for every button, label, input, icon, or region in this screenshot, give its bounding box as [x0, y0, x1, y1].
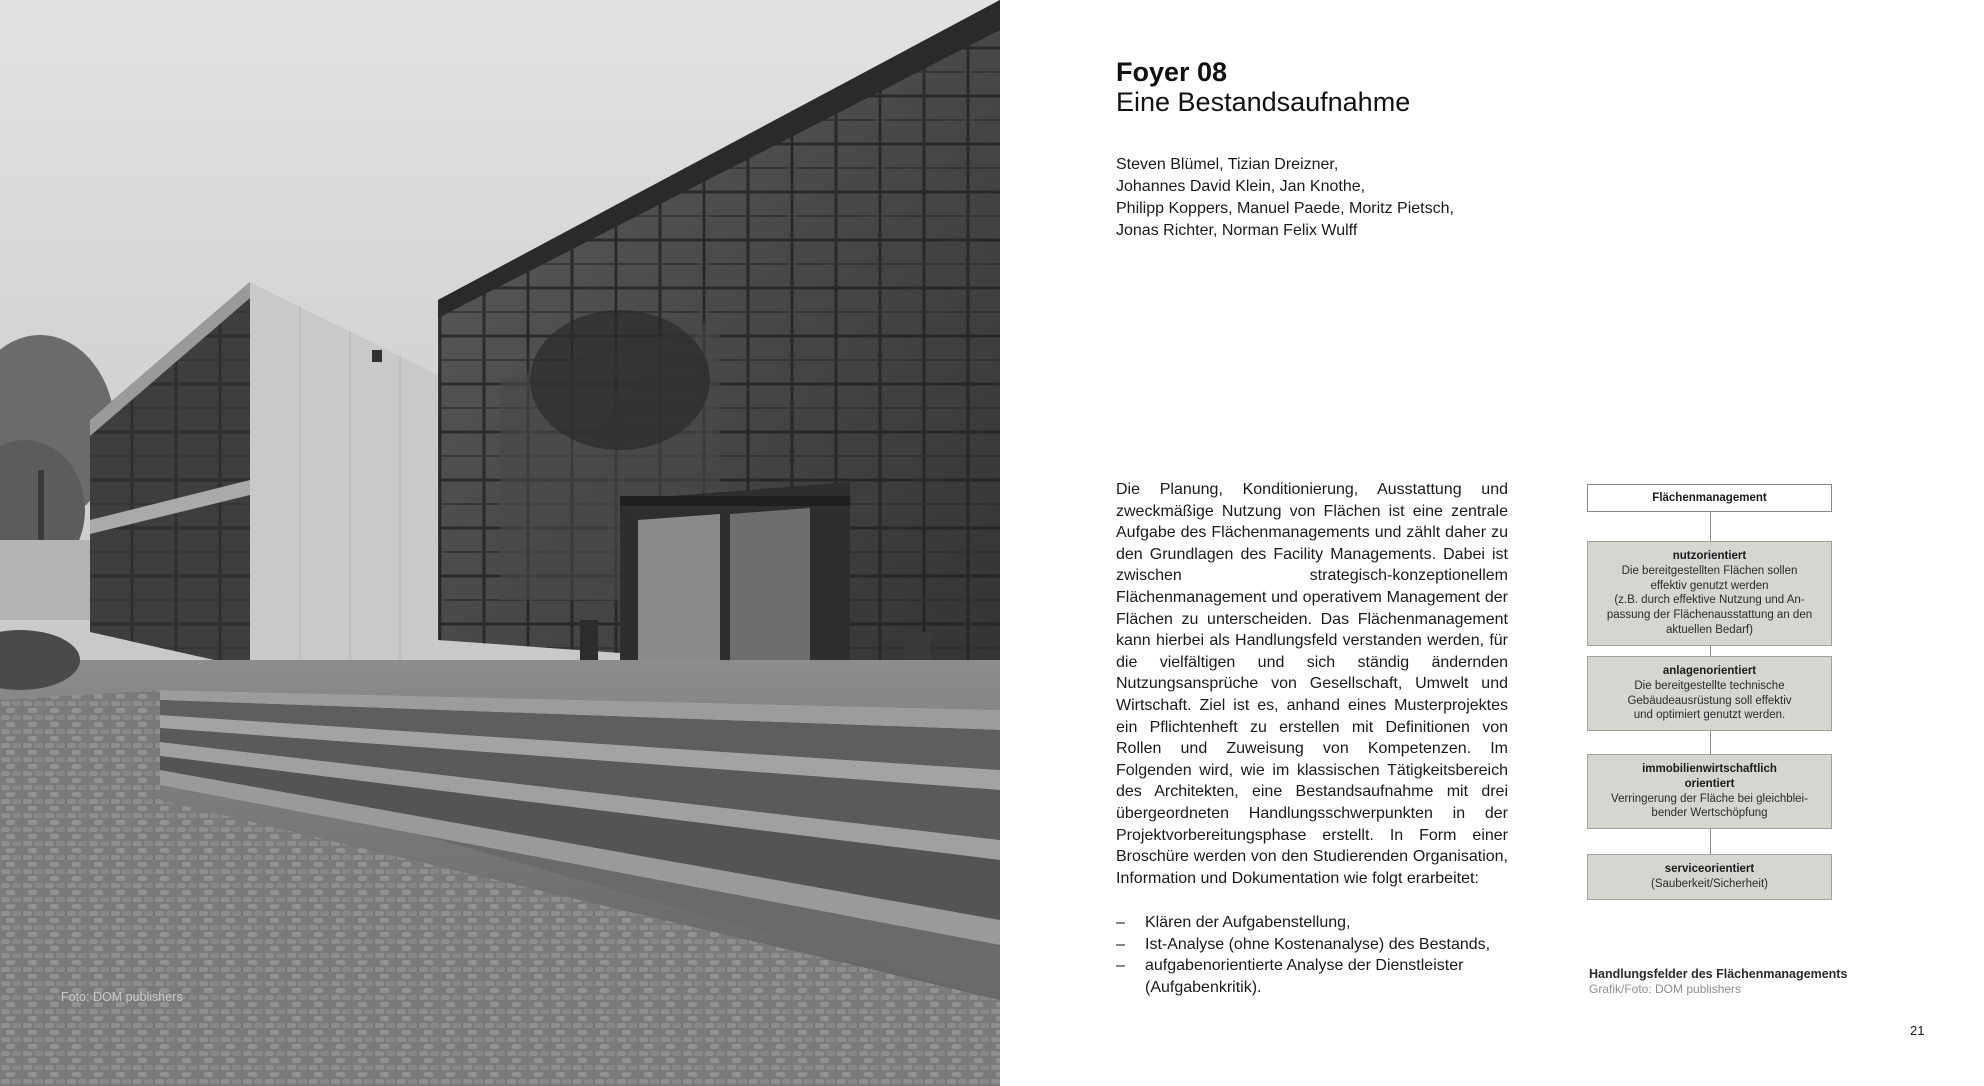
author-list — [1116, 154, 1454, 242]
article-page — [1000, 0, 1984, 1086]
diagram-box-anlagenorientiert — [1587, 656, 1832, 731]
diagram-box-immobilienwirtschaftlich — [1587, 754, 1832, 829]
list-item-text: Ist-Analyse (ohne Kostenanalyse) des Bestands, — [1145, 935, 1491, 953]
body-paragraph: Die Planung, Konditionierung, Ausstattung und zweckmäßige Nutzung von Flächen ist eine zentrale Aufgabe des Flächenmanagements und zählt daher zu den Grundlagen des Facility Managements. Dabei ist zwischen strategisch-konzeptionellem Flächenmanagement und operativem Management der Flächen zu unterscheiden. Das Flächenmanagement kann hierbei als Handlungsfeld verstanden werden, für die vielfältigen und sich ständig ändernden Nutzungsansprüche von Gesellschaft, Umwelt und Wirtschaft. Ziel ist es, anhand eines Musterprojektes ein Pflichtenheft zu erstellen mit Definitionen von Rollen und Zuweisung von Kompetenzen. Im Folgenden wird, wie im klassischen Tätigkeitsbereich des Architekten, eine Bestandsaufnahme mit drei übergeordneten Handlungsschwerpunkten in der Projektvorbereitungsphase erstellt. In Form einer Broschüre werden von den Studierenden Organisation, Information und Dokumentation wie folgt erarbeitet: — [1116, 481, 1508, 887]
flaechenmanagement-diagram — [1587, 484, 1834, 914]
caption-credit: Grafik/Foto: DOM publishers — [1589, 982, 1742, 996]
article-title: Foyer 08 — [1116, 57, 1228, 87]
list-item — [1116, 955, 1516, 998]
diagram-box-serviceorientiert — [1587, 854, 1832, 900]
author-line: Johannes David Klein, Jan Knothe, — [1116, 178, 1366, 195]
diagram-box-line: aktuellen Bedarf) — [1666, 623, 1753, 636]
entrance-vestibule — [620, 482, 850, 680]
diagram-box-title: serviceorientiert — [1664, 863, 1755, 875]
article-subtitle: Eine Bestandsaufnahme — [1116, 87, 1411, 117]
list-dash: – — [1116, 957, 1125, 975]
author-line: Philipp Koppers, Manuel Paede, Moritz Pietsch, — [1116, 200, 1454, 217]
diagram-box-line: und optimiert genutzt werden. — [1633, 709, 1786, 722]
diagram-header: Flächenmanagement — [1587, 484, 1832, 512]
diagram-box-line: Verringerung der Fläche bei gleichblei- — [1611, 792, 1808, 805]
diagram-box-line: (Sauberkeit/Sicherheit) — [1651, 877, 1768, 890]
diagram-box-title: immobilienwirtschaftlich orientiert — [1642, 763, 1777, 790]
photo-credit: Foto: DOM publishers — [61, 990, 183, 1004]
diagram-caption — [1589, 966, 1847, 997]
list-item — [1116, 934, 1516, 956]
list-item-text: Klären der Aufgabenstellung, — [1145, 914, 1351, 931]
diagram-box-title: anlagenorientiert — [1662, 665, 1757, 677]
list-item — [1116, 912, 1516, 934]
diagram-box-line: passung der Flächenausstattung an den — [1606, 609, 1813, 622]
diagram-box-nutzorientiert — [1587, 541, 1832, 646]
diagram-box-line: effektiv genutzt werden — [1650, 579, 1769, 592]
list-item-text: aufgabenorientierte Analyse der Dienstleister (Aufgabenkritik). — [1145, 957, 1464, 996]
diagram-box-line: bender Wertschöpfung — [1651, 807, 1768, 820]
diagram-box-line: (z.B. durch effektive Nutzung und An- — [1614, 594, 1805, 607]
diagram-box-title: nutzorientiert — [1672, 550, 1747, 562]
diagram-box-line: Die bereitgestellten Flächen sollen — [1621, 564, 1798, 577]
bin — [580, 620, 598, 660]
diagram-box-line: Die bereitgestellte technische — [1634, 679, 1785, 692]
list-dash: – — [1116, 935, 1125, 953]
author-line: Steven Blümel, Tizian Dreizner, — [1116, 156, 1339, 173]
page-number: 21 — [1910, 1023, 1925, 1038]
list-dash: – — [1116, 914, 1125, 931]
author-line: Jonas Richter, Norman Felix Wulff — [1116, 222, 1358, 239]
caption-title: Handlungsfelder des Flächenmanagements — [1589, 967, 1848, 981]
diagram-box-line: Gebäudeausrüstung soll effektiv — [1627, 694, 1792, 707]
task-list — [1116, 912, 1516, 998]
